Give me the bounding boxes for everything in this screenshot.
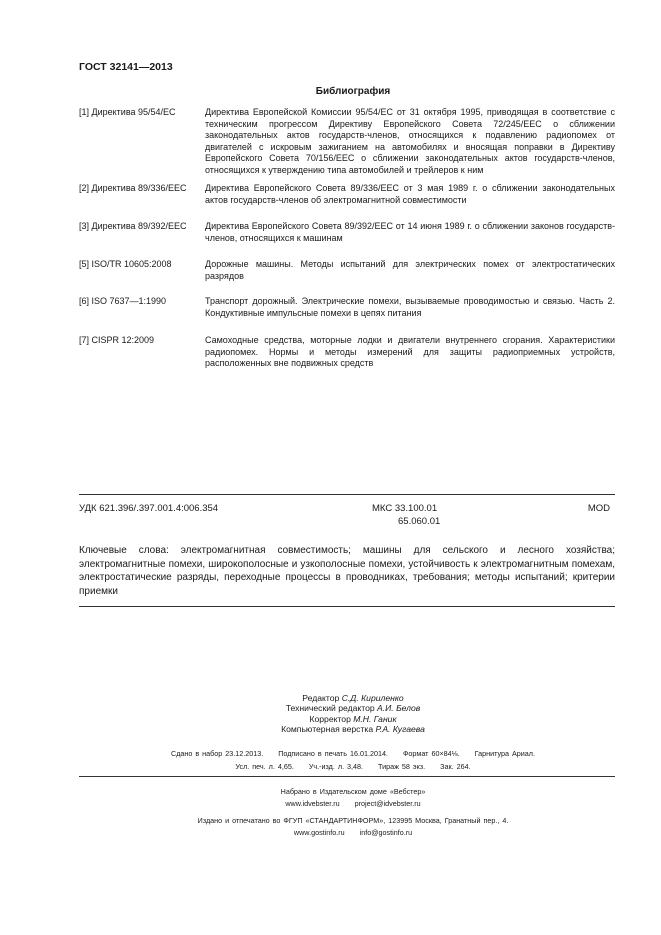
bibliography-text: Директива Европейского Совета 89/336/ЕЕС от 3 мая 1989 г. о сближении законодательных актов государств-членов об электромагнитной совместимости [205, 183, 615, 205]
credit-label: Технический редактор [285, 703, 375, 714]
udk-code: УДК 621.396/.397.001.4:006.354 [79, 503, 219, 514]
credits [0, 693, 661, 735]
print-details-line [0, 749, 661, 758]
publisher-email[interactable]: project@idvebster.ru [354, 799, 421, 808]
top-divider [79, 494, 615, 495]
print-detail: Сдано в набор 23.12.2013. [171, 749, 264, 758]
keywords: Ключевые слова: электромагнитная совместимость; машины для сельского и лесного хозяйства; электромагнитные помехи, широкополосные и узкополосные помехи, устойчивость к электромагнитным помехам, электростатические разряды, переходные процессы в проводниках, требования; методы испытаний; критерии приемки [79, 545, 615, 597]
bibliography-text: Самоходные средства, моторные лодки и двигатели внутреннего сгорания. Характеристики радиопомех. Нормы и методы измерений для защиты радиоприемных устройств, расположенных вне подвижных средств [205, 335, 615, 369]
bibliography-ref: [2] Директива 89/336/ЕЕС [79, 183, 187, 193]
mks-code-secondary: 65.060.01 [398, 516, 441, 527]
bibliography-text: Директива Европейской Комиссии 95/54/ЕС от 31 октября 1995, приводящая в соответствие с техническим прогрессом Директиву Европейского Совета 72/245/ЕЕС о сближении законодательных актов государств-членов, относящихся к подавлению радиопомех от двигателей с искровым зажиганием на автомобилях и вносящая поправки в Директиву Европейского Совета 70/156/ЕЕС о сближении законодательных актов государств-членов, относящихся к утверждению типа автомобилей и трейлеров к ним [205, 107, 615, 175]
credit-name: А.И. Белов [377, 703, 421, 714]
bibliography-ref: [1] Директива 95/54/ЕС [79, 107, 176, 117]
bibliography-ref: [6] ISO 7637—1:1990 [79, 296, 167, 306]
printer-email[interactable]: info@gostinfo.ru [359, 828, 413, 837]
print-details-line [0, 762, 661, 771]
mks-code: МКС 33.100.01 [372, 503, 438, 514]
credit-layout [45, 724, 661, 734]
print-detail: Усл. печ. л. 4,65. [235, 762, 294, 771]
credit-label: Редактор [302, 693, 340, 703]
print-detail: Подписано в печать 16.01.2014. [278, 749, 388, 758]
mod-marker: MOD [587, 503, 610, 514]
bibliography-item [79, 259, 615, 282]
printer-contacts [0, 828, 661, 837]
credit-name: Р.А. Кугаева [375, 724, 425, 735]
bibliography-item [79, 335, 615, 370]
bibliography-ref: [3] Директива 89/392/ЕЕС [79, 221, 187, 231]
bibliography-item [79, 221, 615, 244]
document-code: ГОСТ 32141—2013 [79, 61, 173, 73]
print-detail: Зак. 264. [440, 762, 471, 771]
bibliography-text: Дорожные машины. Методы испытаний для электрических помех от электростатических разрядов [205, 259, 615, 281]
credit-editor [45, 693, 661, 703]
printer-line: Издано и отпечатано во ФГУП «СТАНДАРТИНФОРМ», 123995 Москва, Гранатный пер., 4. [197, 816, 509, 825]
bibliography-item [79, 296, 615, 319]
imprint-divider [79, 776, 615, 777]
bibliography-ref: [7] CISPR 12:2009 [79, 335, 155, 345]
publisher-website[interactable]: www.idvebster.ru [285, 799, 340, 808]
credit-label: Корректор [309, 713, 351, 724]
print-detail: Тираж 58 экз. [378, 762, 426, 771]
credit-tech-editor [45, 703, 661, 713]
bibliography-text: Транспорт дорожный. Электрические помехи, вызываемые проводимостью и связью. Часть 2. Кондуктивные импульсные помехи в цепях питания [205, 296, 615, 318]
bibliography-ref: [5] ISO/TR 10605:2008 [79, 259, 172, 269]
credit-name: С.Д. Кириленко [341, 693, 404, 703]
credit-name: М.Н. Ганик [353, 713, 397, 724]
bottom-divider [79, 606, 615, 607]
print-detail: Гарнитура Ариал. [474, 749, 535, 758]
print-detail: Уч.-изд. л. 3,48. [308, 762, 364, 771]
bibliography-item [79, 183, 615, 206]
bibliography-title: Библиография [315, 86, 391, 97]
credit-corrector [45, 714, 661, 724]
printer-website[interactable]: www.gostinfo.ru [293, 828, 345, 837]
print-detail: Формат 60×84⅛. [402, 749, 460, 758]
publisher-contacts [0, 799, 661, 808]
credit-label: Компьютерная верстка [281, 724, 374, 735]
publisher-line: Набрано в Издательском доме «Вебстер» [280, 787, 426, 796]
bibliography-text: Директива Европейского Совета 89/392/ЕЕС от 14 июня 1989 г. о сближении законов государств-членов, относящихся к машинам [205, 221, 615, 243]
bibliography-item [79, 107, 615, 177]
